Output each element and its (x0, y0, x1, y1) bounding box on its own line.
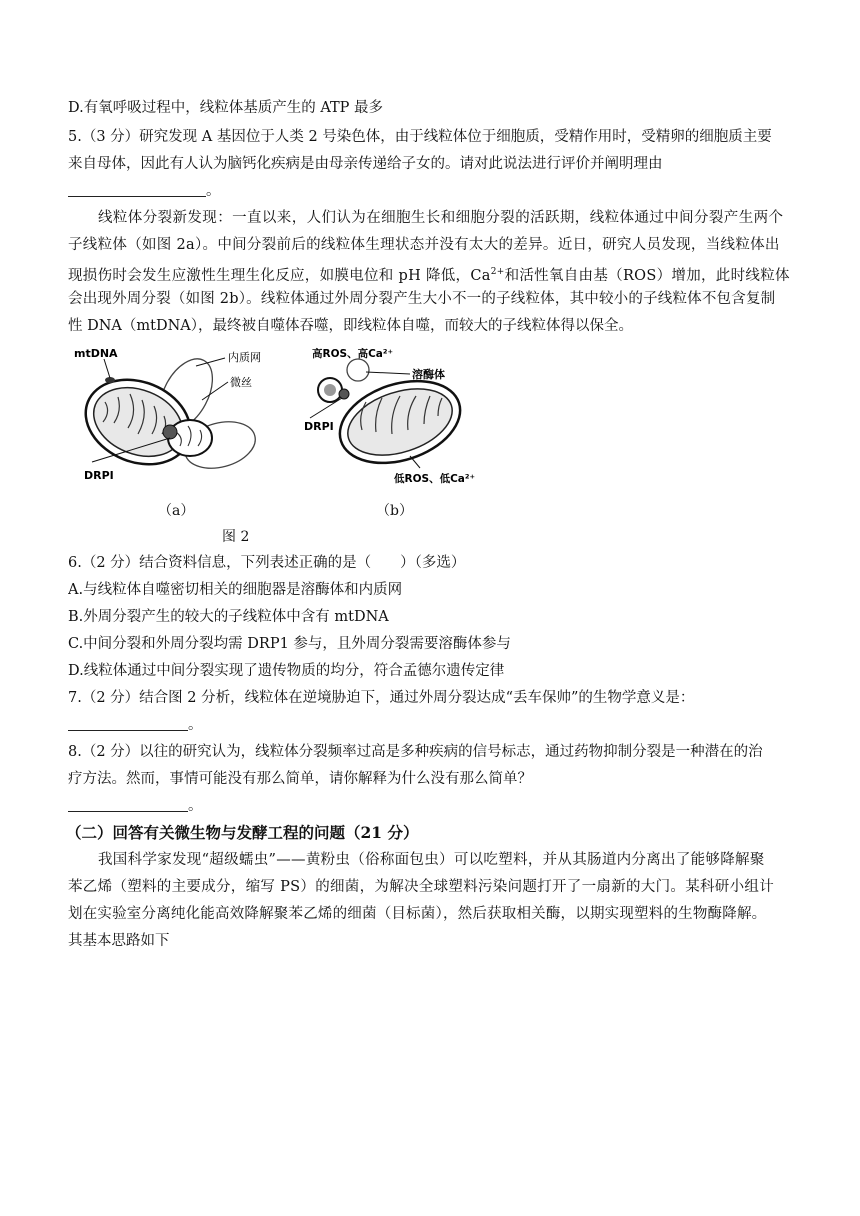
section-2-line-1: 我国科学家发现“超级蠕虫”——黄粉虫（俗称面包虫）可以吃塑料，并从其肠道内分离出了能够降解聚 (98, 852, 765, 868)
q6-option-c: C.中间分裂和外周分裂均需 DRP1 参与，且外周分裂需要溶酶体参与 (68, 636, 511, 652)
q5-line-2: 来自母体，因此有人认为脑钙化疾病是由母亲传递给子女的。请对此说法进行评价并阐明理由 (68, 156, 663, 172)
figure-2a-middle-fission (70, 342, 290, 492)
q5-answer-line: 。 (68, 181, 798, 201)
section-2-line-4: 其基本思路如下 (68, 933, 170, 949)
section-2-heading: （二）回答有关微生物与发酵工程的问题（21 分） (66, 823, 419, 842)
section-2-line-3: 划在实验室分离纯化能高效降解聚苯乙烯的细菌（目标菌），然后获取相关酶，以期实现塑料的生物酶降解。 (68, 906, 767, 922)
q4-option-d: D.有氧呼吸过程中，线粒体基质产生的 ATP 最多 (68, 100, 384, 116)
fig-a-caption: （a） (158, 503, 195, 519)
answer-blank[interactable] (68, 716, 188, 731)
answer-blank[interactable] (68, 797, 188, 812)
mtdna-label: mtDNA (74, 347, 118, 360)
q8-answer-line: 。 (68, 796, 798, 816)
low-ros-label: 低ROS、低Ca²⁺ (394, 473, 476, 485)
q8-line-1: 8.（2 分）以往的研究认为，线粒体分裂频率过高是多种疾病的信号标志，通过药物抑制分裂是一种潜在的治 (68, 744, 763, 760)
passage-line-1: 线粒体分裂新发现：一直以来，人们认为在细胞生长和细胞分裂的活跃期，线粒体通过中间分裂产生两个 (98, 210, 784, 226)
high-ros-label: 高ROS、高Ca²⁺ (312, 348, 394, 360)
q6-stem: 6.（2 分）结合资料信息，下列表述正确的是（ ）（多选） (68, 555, 466, 571)
q6-option-b: B.外周分裂产生的较大的子线粒体中含有 mtDNA (68, 609, 389, 625)
passage-line-2: 子线粒体（如图 2a）。中间分裂前后的线粒体生理状态并没有太大的差异。近日，研究人员发现，当线粒体出 (68, 237, 780, 253)
lysosome-label: 溶酶体 (412, 368, 445, 381)
microfilament-label: 微丝 (230, 376, 252, 389)
passage-line-4: 会出现外周分裂（如图 2b）。线粒体通过外周分裂产生大小不一的子线粒体，其中较小的子线粒体不包含复制 (68, 291, 776, 307)
section-2-line-2: 苯乙烯（塑料的主要成分，缩写 PS）的细菌，为解决全球塑料污染问题打开了一扇新的大门。某科研小组计 (68, 879, 774, 895)
answer-blank[interactable] (68, 182, 206, 197)
drp1-label-a: DRPI (84, 469, 114, 482)
q8-line-2: 疗方法。然而，事情可能没有那么简单，请你解释为什么没有那么简单？ (68, 771, 532, 787)
fig-b-caption: （b） (376, 503, 413, 519)
er-label: 内质网 (228, 351, 261, 364)
q5-line-1: 5.（3 分）研究发现 A 基因位于人类 2 号染色体，由于线粒体位于细胞质，受精作用时，受精卵的细胞质主要 (68, 129, 772, 145)
passage-line-5: 性 DNA（mtDNA），最终被自噬体吞噬，即线粒体自噬，而较大的子线粒体得以保全。 (68, 318, 634, 334)
drp1-label-b: DRPI (304, 420, 334, 433)
q6-option-a: A.与线粒体自噬密切相关的细胞器是溶酶体和内质网 (68, 582, 403, 598)
figure-2b-peripheral-fission (300, 342, 480, 492)
q7-stem: 7.（2 分）结合图 2 分析，线粒体在逆境胁迫下，通过外周分裂达成“丢车保帅”的生物学意义是： (68, 690, 695, 706)
passage-line-3: 现损伤时会发生应激性生理生化反应，如膜电位和 pH 降低，$Ca^{2+}$和活性氧自由基（ROS）增加，此时线粒体 (68, 267, 790, 284)
q7-answer-line: 。 (68, 715, 798, 735)
q6-option-d: D.线粒体通过中间分裂实现了遗传物质的均分，符合孟德尔遗传定律 (68, 663, 505, 679)
figure-title: 图 2 (222, 529, 250, 545)
